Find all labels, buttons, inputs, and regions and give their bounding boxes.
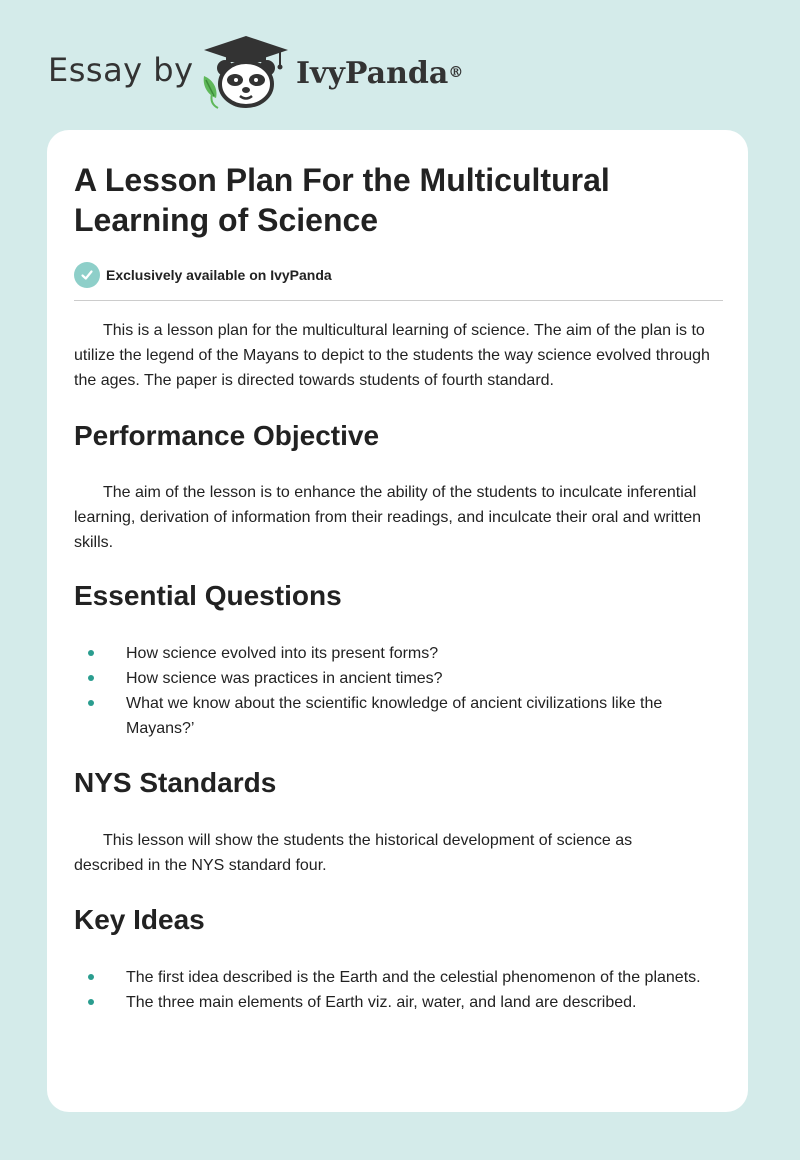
key-ideas-list: [74, 965, 724, 1015]
list-item: [74, 691, 706, 741]
heading-performance-objective: Performance Objective: [74, 420, 380, 451]
bullet-icon: [88, 675, 94, 681]
list-item-text: The first idea described is the Earth and the celestial phenomenon of the planets.: [126, 969, 701, 986]
list-item-text: How science evolved into its present forms?: [126, 645, 439, 662]
bullet-icon: [88, 974, 94, 980]
registered-mark: ®: [448, 63, 464, 81]
panda-logo-icon[interactable]: [200, 34, 292, 110]
bullet-icon: [88, 650, 94, 656]
exclusive-badge: [74, 260, 724, 290]
brand-label: IvyPanda: [296, 56, 449, 91]
heading-essential-questions: Essential Questions: [74, 580, 342, 611]
brand-name[interactable]: [296, 56, 463, 92]
site-header: [0, 0, 800, 130]
page-title: A Lesson Plan For the Multicultural Learning of Science: [74, 162, 610, 238]
heading-nys-standards: NYS Standards: [74, 767, 277, 798]
check-icon: [74, 262, 100, 288]
list-item: [74, 965, 706, 990]
bullet-icon: [88, 700, 94, 706]
title-divider: [74, 300, 723, 301]
bullet-icon: [88, 999, 94, 1005]
list-item-text: How science was practices in ancient times?: [126, 670, 443, 687]
list-item: [74, 641, 706, 666]
list-item-text: What we know about the scientific knowledge of ancient civilizations like the Mayans?’: [126, 695, 663, 737]
essential-questions-list: [74, 641, 724, 741]
performance-objective-paragraph: The aim of the lesson is to enhance the ability of the students to inculcate inferential learning, derivation of information from their readings, and inculcate their oral and written skills.: [74, 484, 701, 551]
list-item: [74, 666, 706, 691]
essay-by-label: Essay by: [48, 51, 194, 89]
list-item-text: The three main elements of Earth viz. air, water, and land are described.: [126, 994, 637, 1011]
heading-key-ideas: Key Ideas: [74, 904, 205, 935]
intro-paragraph: This is a lesson plan for the multicultural learning of science. The aim of the plan is to utilize the legend of the Mayans to depict to the students the way science evolved through the ages. The paper is directed towards students of fourth standard.: [74, 322, 710, 389]
essay-card: [47, 130, 748, 1112]
nys-standards-paragraph: This lesson will show the students the historical development of science as described in the NYS standard four.: [74, 832, 633, 874]
exclusive-label: Exclusively available on IvyPanda: [106, 267, 332, 283]
list-item: [74, 990, 706, 1015]
essay-content: [74, 160, 724, 1015]
